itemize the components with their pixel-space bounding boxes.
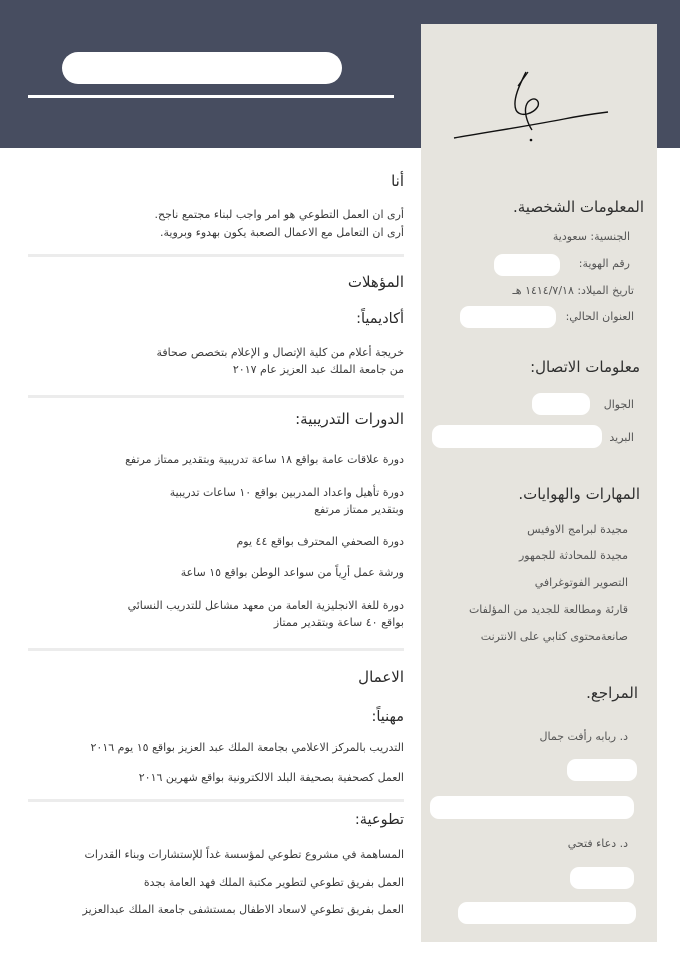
reference-detail-blank xyxy=(458,902,636,924)
nationality: الجنسية: سعودية xyxy=(552,230,630,243)
about-line: أرى ان العمل التطوعي هو امر واجب لبناء مجتمع ناجح. xyxy=(154,208,404,221)
section-divider xyxy=(28,254,404,257)
skills-title: المهارات والهوايات. xyxy=(518,485,640,503)
email-label: البريد xyxy=(609,431,634,444)
section-divider xyxy=(28,395,404,398)
name-underline xyxy=(28,95,394,98)
email-value-blank xyxy=(432,425,602,448)
professional-title: مهنياً: xyxy=(371,709,404,725)
reference-name: د. ربابه رأفت جمال xyxy=(539,730,628,743)
course-item: دورة علاقات عامة بواقع ١٨ ساعة تدريبية وبتقدير ممتاز مرتفع xyxy=(125,453,404,466)
academic-line: خريجة أعلام من كلية الإتصال و الإعلام بتخصص صحافة xyxy=(156,346,404,359)
references-title: المراجع. xyxy=(586,684,638,702)
signature-icon xyxy=(448,66,613,148)
id-value-blank xyxy=(494,254,560,276)
courses-title: الدورات التدريبية: xyxy=(295,410,404,428)
mobile-label: الجوال xyxy=(603,398,634,411)
address-value-blank xyxy=(460,306,556,328)
professional-item: التدريب بالمركز الاعلامي بجامعة الملك عبد العزيز بواقع ١٥ يوم ٢٠١٦ xyxy=(90,741,404,754)
name-placeholder xyxy=(62,52,342,84)
mobile-value-blank xyxy=(532,393,590,415)
volunteer-item: المساهمة في مشروع تطوعي لمؤسسة غداً للإستشارات وبناء القدرات xyxy=(84,848,404,861)
volunteer-title: تطوعية: xyxy=(354,812,404,828)
section-divider xyxy=(28,799,404,802)
professional-item: العمل كصحفية بصحيفة البلد الالكترونية بواقع شهرين ٢٠١٦ xyxy=(138,771,404,784)
course-item: دورة للغة الانجليزية العامة من معهد مشاعل للتدريب النسائي xyxy=(127,599,404,612)
course-item-cont: وبتقدير ممتاز مرتفع xyxy=(314,503,404,516)
birth-date: تاريخ الميلاد: ١٤١٤/٧/١٨ هـ xyxy=(512,284,634,297)
personal-title: المعلومات الشخصية. xyxy=(512,198,644,216)
reference-name: د. دعاء فتحي xyxy=(567,837,628,850)
course-item: ورشة عمل أرِياً من سواعد الوطن بواقع ١٥ ساعة xyxy=(180,566,404,579)
course-item: دورة تأهيل واعداد المدربين بواقع ١٠ ساعات تدريبية xyxy=(169,486,404,499)
about-line: أرى ان التعامل مع الاعمال الصعبة يكون بهدوء وبروية. xyxy=(159,226,404,239)
skill-item: مجيدة لبرامج الاوفيس xyxy=(527,523,628,536)
skill-item: التصوير الفوتوغرافي xyxy=(534,576,628,589)
volunteer-item: العمل بفريق تطوعي لتطوير مكتبة الملك فهد العامة بجدة xyxy=(143,876,404,889)
reference-detail-blank xyxy=(567,759,637,781)
contact-title: معلومات الاتصال: xyxy=(530,358,640,376)
academic-line: من جامعة الملك عبد العزيز عام ٢٠١٧ xyxy=(232,363,404,376)
reference-detail-blank xyxy=(570,867,634,889)
about-title: أنا xyxy=(391,172,404,190)
address-label: العنوان الحالي: xyxy=(565,310,634,323)
course-item: دورة الصحفي المحترف بواقع ٤٤ يوم xyxy=(236,535,404,548)
skill-item: صانعةمحتوى كتابي على الانترنت xyxy=(480,630,628,643)
id-label: رقم الهوية: xyxy=(578,257,630,270)
reference-detail-blank xyxy=(430,796,634,819)
academic-title: أكاديمياً: xyxy=(356,311,404,327)
skill-item: مجيدة للمحادثة للجمهور xyxy=(518,549,628,562)
qualifications-title: المؤهلات xyxy=(347,273,404,291)
work-title: الاعمال xyxy=(358,668,404,686)
course-item-cont: بواقع ٤٠ ساعة وبتقدير ممتاز xyxy=(273,616,404,629)
volunteer-item: العمل بفريق تطوعي لاسعاد الاطفال بمستشفى جامعة الملك عبدالعزيز xyxy=(82,903,404,916)
skill-item: قارئة ومطالعة للجديد من المؤلفات xyxy=(468,603,628,616)
section-divider xyxy=(28,648,404,651)
